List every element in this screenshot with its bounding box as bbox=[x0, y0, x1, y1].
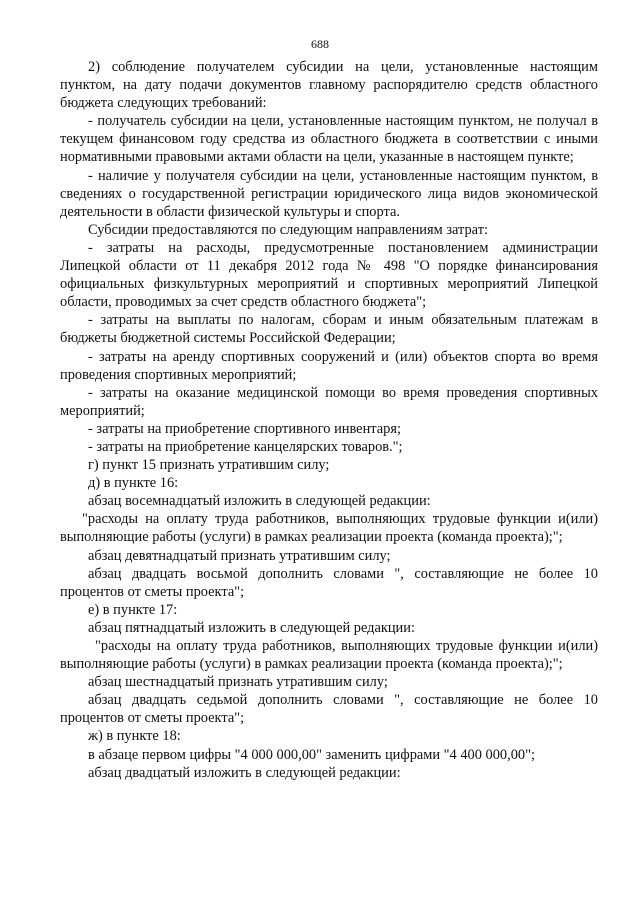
paragraph: "расходы на оплату труда работников, выполняющих трудовые функции и(или) выполняющие работы (услуги) в рамках реализации проекта (команда проекта);"; bbox=[60, 638, 598, 673]
paragraph: ж) в пункте 18: bbox=[88, 728, 181, 745]
paragraph: абзац двадцатый изложить в следующей редакции: bbox=[88, 764, 401, 781]
paragraph: абзац двадцать седьмой дополнить словами ", составляющие не более 10 процентов от сметы проекта"; bbox=[60, 692, 598, 727]
paragraph: г) пункт 15 признать утратившим силу; bbox=[88, 457, 330, 474]
paragraph: - затраты на приобретение канцелярских товаров."; bbox=[88, 438, 403, 455]
paragraph: абзац шестнадцатый признать утратившим силу; bbox=[88, 674, 388, 691]
paragraph: - затраты на приобретение спортивного инвентаря; bbox=[88, 420, 401, 437]
paragraph: - затраты на выплаты по налогам, сборам и иным обязательным платежам в бюджеты бюджетной системы Российской Федерации; bbox=[60, 312, 598, 347]
paragraph: абзац девятнадцатый признать утратившим силу; bbox=[88, 547, 391, 564]
document-body bbox=[60, 58, 598, 782]
page-number: 688 bbox=[311, 37, 329, 51]
paragraph: - затраты на оказание медицинской помощи во время проведения спортивных мероприятий; bbox=[60, 384, 598, 419]
paragraph: - получатель субсидии на цели, установленные настоящим пунктом, не получал в текущем финансовом году средства из областного бюджета в соответствии с иными нормативными правовыми актами области на цели, указанные в настоящем пункте; bbox=[60, 113, 598, 166]
paragraph: - затраты на аренду спортивных сооружений и (или) объектов спорта во время проведения спортивных мероприятий; bbox=[60, 348, 598, 383]
paragraph: Субсидии предоставляются по следующим направлениям затрат: bbox=[88, 221, 488, 238]
paragraph: абзац восемнадцатый изложить в следующей редакции: bbox=[88, 493, 431, 510]
paragraph: в абзаце первом цифры "4 000 000,00" заменить цифрами "4 400 000,00"; bbox=[88, 746, 535, 763]
paragraph: е) в пункте 17: bbox=[88, 601, 178, 618]
paragraph: абзац пятнадцатый изложить в следующей редакции: bbox=[88, 619, 415, 636]
paragraph: - наличие у получателя субсидии на цели, установленные настоящим пунктом, в сведениях о государственной регистрации юридического лица видов экономической деятельности в области физической культуры и спорта. bbox=[60, 167, 598, 220]
paragraph: абзац двадцать восьмой дополнить словами ", составляющие не более 10 процентов от сметы проекта"; bbox=[60, 565, 598, 600]
paragraph: д) в пункте 16: bbox=[88, 475, 179, 492]
paragraph: "расходы на оплату труда работников, выполняющих трудовые функции и(или) выполняющие работы (услуги) в рамках реализации проекта (команда проекта);"; bbox=[60, 511, 598, 546]
paragraph: - затраты на расходы, предусмотренные постановлением администрации Липецкой области от 11 декабря 2012 года № 498 "О порядке финансирования официальных физкультурных мероприятий и спортивных мероприятий Липецкой области, проводимых за счет средств областного бюджета"; bbox=[60, 239, 598, 311]
paragraph: 2) соблюдение получателем субсидии на цели, установленные настоящим пунктом, на дату подачи документов главному распорядителю средств областного бюджета следующих требований: bbox=[60, 59, 598, 112]
